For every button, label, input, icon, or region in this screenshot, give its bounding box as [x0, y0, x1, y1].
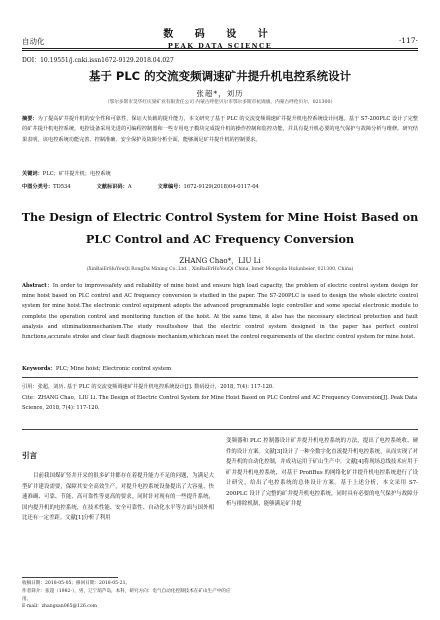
journal-name-cn: 数 码 设 计	[163, 29, 277, 40]
abstract-en-text: In order to improvesafety and reliability of mine hoist and ensure high load capacity, the problem of electric control system design for mine hoist based on PLC control and AC frequency conversion is studied in the paper. The S7-200PLC is used to design the whole electric control system for mine hoist.The electronic control equipment adopts the advanced programmable logic controller and some special electronic module to complete the operation control and monitoring function of the hoist. At the same time, it also has the necessary electrical protection and fault analysis and eliminationmechanism.The study resultsshow that the electric control system designed in the paper has perfect control functions,accurate stroke and clear fault diagnosis mechanism,whichcan meet the control requirements of the electric control system for mine hoist.	[22, 283, 418, 341]
journal-masthead	[0, 25, 440, 50]
journal-name-en: PEAK DATA SCIENCE	[167, 42, 273, 50]
intro-paragraph-left: 目前我国煤矿竖井开采的很多矿井都存在着提升能力不足的问题，为满足大型矿井建设需要，保障其安全高效生产，对提升电控系统设备提出了大容量、快速准确、可靠、节能、高可靠性等更高的要求。同时针对现有的一些提升系统，国内提升机的电控系统，在技术性能、安全可靠性、自动化水平等方面与国外相比还有一定差距。文献[1]分析了利用	[22, 473, 214, 521]
abstract-en	[22, 281, 418, 342]
footnote	[22, 580, 232, 611]
citation-en: Cite：ZHANG Chao，LIU Li. The Design of Electric Control System for Mine Hoist Based on PLC Control and AC Frequency Conversion[J]. Peak Data Science, 2018, 7(4): 117-120.	[22, 394, 418, 412]
doc-value: A	[127, 184, 132, 190]
classification-row	[22, 183, 418, 190]
citation-cn: 引用：张超，刘历. 基于 PLC 的交流变频调速矿井提升机电控系统设计[J]. 数码设计，2018, 7(4): 117-120.	[22, 384, 274, 390]
keywords-cn-text: PLC；矿井提升机；电控系统	[42, 171, 111, 177]
authors-en: ZHANG Chao*，LIU Li	[179, 257, 261, 265]
keywords-cn-label: 关键词：	[22, 171, 43, 177]
body-column-right	[226, 436, 418, 510]
keywords-en-label: Keywords：	[22, 366, 56, 372]
footnote-bio: 作者简介：张超（1982-），男，辽宁葫芦岛，本科，研究方向：电气自动化控制技术在矿山生产中的应用。	[22, 588, 231, 602]
clc-code	[22, 183, 71, 190]
header-rule	[22, 48, 418, 49]
keywords-en	[22, 364, 418, 372]
header-section-label: 自动化	[22, 37, 45, 46]
keywords-en-text: PLC; Mine hoist; Electronic control system	[55, 366, 172, 372]
article-id	[158, 183, 259, 190]
title-cn: 基于 PLC 的交流变频调速矿井提升机电控系统设计	[88, 69, 352, 83]
doc-label: 文献标识码：	[96, 184, 128, 190]
citation-block	[22, 382, 418, 414]
title-en: The Design of Electric Control System for Mine Hoist Based on PLC Control and AC Frequency Conversion	[21, 210, 419, 246]
footnote-rule	[22, 577, 118, 578]
citation-rule-top	[22, 377, 418, 378]
affiliation-cn: （鄂尔多斯市昊华红庆梁矿业有限责任公司 内蒙古呼伦贝尔市鄂尔多斯市杭锦旗，内蒙古呼伦贝尔，021300）	[104, 100, 336, 105]
footnote-received: 收稿日期：2018-05-05；修回日期：2018-05-21。	[22, 581, 131, 586]
keywords-cn	[22, 170, 418, 177]
article-id-label: 文章编号：	[157, 184, 184, 190]
authors-cn: 张超*，刘历	[196, 89, 244, 98]
intro-paragraph-right: 变频器和 PLC 控制器设计矿井提升机电控系统的方法，提出了电控系统收、硬件的设计方案。文献[3]设计了一种全数字化直流提升机电控系统，从而实现了对提升机的自动化控制，并成功运用于矿山生产中。文献[4]将现场总线技术应用于矿井提升机电控系统，对基于 ProfiBus 的网络化矿井提升机电控系统进行了设计研究，给出了电控系统的总体设计方案。基于上述分析，本文采用 S7-200PLC 设计了完整的矿井提升机电控系统，同时具有必要的电气保护与故障分析与排除机制，能够满足矿井提	[226, 438, 418, 507]
abstract-cn-text: 为了提高矿井提升机的安全性和可靠性，保证大负载的提升能力，本文研究了基于 PLC 的交流变频调速矿井提升机电控系统设计问题。基于 S7-200PLC 设计了完整的矿井提升机电控系统，电控设备采用先进的可编程控制器和一些专用电子模块完成提升机的操作控制和监控功能，并具有提升机必要的电气保护与故障分析与维修。研究结果表明，该电控系统功能完善、控制准确、安全保护及故障分析全面，能够满足矿井提升机的控制要求。	[22, 116, 418, 143]
body-column-left	[22, 436, 214, 524]
doi: DOI：10.19551/j.cnki.issn1672-9129.2018.04.027	[22, 57, 174, 64]
page-number: ·117·	[398, 36, 418, 45]
section-heading-intro: 引言	[22, 451, 37, 460]
abstract-cn	[22, 114, 418, 145]
affiliation-en: (XinBaiErHuYouQi RongDa Mining Co.,Ltd. , XinBaiErHuYouQi China, Inner Mongolia Hulunbeier, 021300, China)	[86, 267, 354, 272]
clc-value: TD534	[53, 184, 71, 190]
citation-rule-bottom	[22, 429, 418, 430]
header-rule-thin	[22, 50, 418, 51]
abstract-cn-label: 摘要：	[22, 116, 38, 122]
abstract-en-label: Abstract：	[22, 283, 53, 289]
footnote-email: E-mail：zhangsan065@126.com	[22, 604, 97, 610]
doc-code	[97, 183, 132, 190]
clc-label: 中图分类号：	[22, 184, 54, 190]
article-id-value: 1672-9129(2018)04-0117-04	[183, 184, 259, 190]
